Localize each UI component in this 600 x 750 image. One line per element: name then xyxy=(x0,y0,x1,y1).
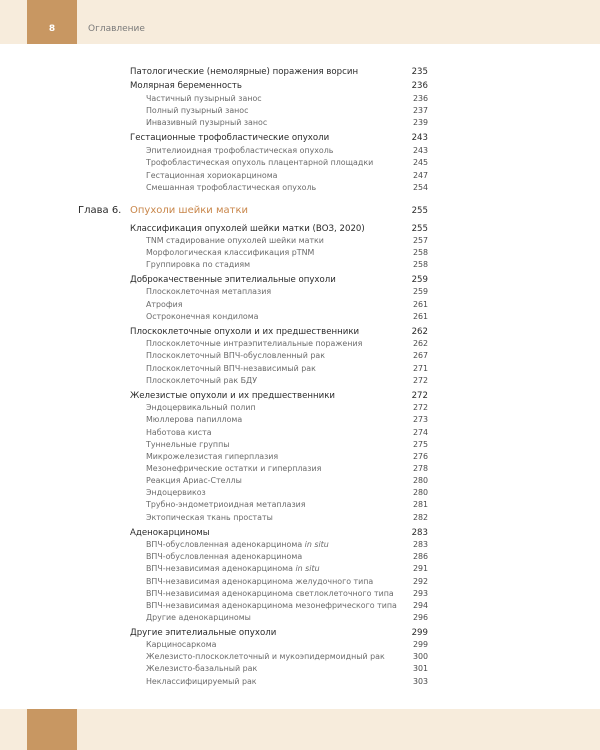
toc-entry-page: 280 xyxy=(412,488,428,497)
toc-entry-page: 245 xyxy=(412,158,428,167)
toc-entry-title xyxy=(146,106,248,115)
toc-entry-title-text: Морфологическая классификация pTNM xyxy=(146,248,315,257)
toc-entry-title-text: Частичный пузырный занос xyxy=(146,94,262,103)
toc-entry-page: 272 xyxy=(412,403,428,412)
toc-entry-title-text: Плоскоклеточный ВПЧ-обусловленный рак xyxy=(146,351,326,360)
toc-entry-page: 286 xyxy=(412,552,428,561)
toc-entry-page: 259 xyxy=(412,287,428,296)
toc-entry-title xyxy=(130,275,336,285)
toc-entry-title xyxy=(146,540,329,549)
toc-entry-title xyxy=(146,500,306,509)
toc-entry-title-text: Остроконечная кондилома xyxy=(146,312,259,321)
toc-entry-title xyxy=(146,589,394,598)
toc-entry-title xyxy=(130,628,276,638)
toc-entry-title xyxy=(146,440,229,449)
toc-entry-title-text: Трубно-эндометриоидная метаплазия xyxy=(146,500,306,509)
running-title: Оглавление xyxy=(88,24,145,34)
toc-entry-title xyxy=(130,67,358,77)
toc-entry-page: 236 xyxy=(412,94,428,103)
toc-entry-title-text: Атрофия xyxy=(146,300,183,309)
toc-entry-title-text: Плоскоклеточная метаплазия xyxy=(146,287,272,296)
toc-entry-page: 262 xyxy=(412,339,428,348)
toc-entry-title-text: Туннельные группы xyxy=(146,440,230,449)
toc-entry-title-text: Реакция Ариас-Стеллы xyxy=(146,476,242,485)
toc-entry-page: 292 xyxy=(412,577,428,586)
toc-entry-title xyxy=(130,224,365,234)
toc-entry-title xyxy=(146,476,242,485)
toc-entry-title xyxy=(146,601,397,610)
toc-entry-page: 258 xyxy=(412,260,428,269)
toc-entry-title xyxy=(146,351,325,360)
toc-entry-page: 255 xyxy=(411,224,428,234)
toc-entry-title xyxy=(130,133,329,143)
toc-entry-title-text: Гестационная хориокарцинома xyxy=(146,171,278,180)
toc-entry-title xyxy=(146,577,373,586)
toc-entry-title-text: Плоскоклеточный рак БДУ xyxy=(146,376,258,385)
toc-entry-title xyxy=(130,327,359,337)
toc-entry-title xyxy=(146,339,362,348)
toc-entry-title-text: ВПЧ-независимая аденокарцинома светлоклеточного типа xyxy=(146,589,394,598)
toc-entry-title-text: Аденокарциномы xyxy=(130,528,210,538)
toc-entry-page: 272 xyxy=(412,376,428,385)
toc-entry-title xyxy=(130,81,242,91)
toc-entry-title xyxy=(146,613,251,622)
toc-entry-title-text: Гестационные трофобластические опухоли xyxy=(130,133,330,143)
toc-entry-page: 300 xyxy=(412,652,428,661)
toc-entry-page: 293 xyxy=(412,589,428,598)
toc-entry-title xyxy=(146,464,321,473)
toc-entry-title xyxy=(146,677,257,686)
toc-entry-page: 262 xyxy=(411,327,428,337)
toc-entry-title-italic: in situ xyxy=(295,564,320,573)
page-footer xyxy=(0,709,600,750)
toc-entry-title xyxy=(146,652,385,661)
toc-entry-page: 267 xyxy=(412,351,428,360)
toc-entry-page: 258 xyxy=(412,248,428,257)
toc-entry-title xyxy=(146,488,206,497)
toc-entry-page: 299 xyxy=(411,628,428,638)
toc-entry-title-text: Инвазивный пузырный занос xyxy=(146,118,268,127)
toc-entry-page: 273 xyxy=(412,415,428,424)
toc-entry-title-text: ВПЧ-обусловленная аденокарцинома xyxy=(146,540,305,549)
toc-entry-page: 235 xyxy=(411,67,428,77)
toc-entry-title xyxy=(146,158,373,167)
toc-entry-page: 237 xyxy=(412,106,428,115)
toc-entry-title xyxy=(146,287,271,296)
toc-entry-title-italic: in situ xyxy=(304,540,329,549)
toc-entry-page: 275 xyxy=(412,440,428,449)
toc-entry-title xyxy=(146,183,316,192)
toc-entry-title-text: ВПЧ-обусловленная аденокарцинома xyxy=(146,552,303,561)
toc-entry-title-text: Наботова киста xyxy=(146,428,212,437)
toc-entry-title-text: Эктопическая ткань простаты xyxy=(146,513,273,522)
toc-entry-title xyxy=(130,528,209,538)
toc-entry-page: 296 xyxy=(412,613,428,622)
toc-entry-title-text: Железисто-плоскоклеточный и мукоэпидермоидный рак xyxy=(146,652,385,661)
toc-entry-title-text: Плоскоклеточный ВПЧ-независимый рак xyxy=(146,364,316,373)
toc-entry-title xyxy=(146,415,242,424)
toc-entry-title xyxy=(146,664,257,673)
chapter-page: 255 xyxy=(411,206,428,216)
chapter-label: Глава 6. xyxy=(78,205,122,216)
toc-entry-page: 259 xyxy=(411,275,428,285)
toc-entry-page: 254 xyxy=(412,183,428,192)
toc-entry-title xyxy=(146,171,278,180)
toc-entry-page: 239 xyxy=(412,118,428,127)
toc-entry-title xyxy=(146,564,320,573)
toc-entry-title xyxy=(146,513,273,522)
toc-entry-title-text: Эндоцервикоз xyxy=(146,488,206,497)
footer-accent-box xyxy=(27,709,77,750)
toc-entry-title-text: Мезонефрические остатки и гиперплазия xyxy=(146,464,322,473)
toc-entry-title-text: Неклассифицируемый рак xyxy=(146,677,257,686)
toc-entry-title-text: Полный пузырный занос xyxy=(146,106,249,115)
toc-entry-title xyxy=(146,118,267,127)
toc-entry-title-text: Микрожелезистая гиперплазия xyxy=(146,452,279,461)
toc-entry-title-text: Доброкачественные эпителиальные опухоли xyxy=(130,275,336,285)
toc-entry-page: 243 xyxy=(411,133,428,143)
toc-entry-title-text: Молярная беременность xyxy=(130,81,242,91)
toc-entry-page: 294 xyxy=(412,601,428,610)
toc-entry-title xyxy=(146,403,256,412)
toc-entry-title xyxy=(146,300,182,309)
toc-entry-page: 236 xyxy=(411,81,428,91)
page-number: 8 xyxy=(48,24,56,34)
toc-entry-title-text: Другие аденокарциномы xyxy=(146,613,251,622)
toc-entry-page: 303 xyxy=(412,677,428,686)
toc-entry-title xyxy=(146,428,212,437)
toc-entry-title-text: TNM стадирование опухолей шейки матки xyxy=(146,236,324,245)
toc-entry-title xyxy=(146,364,316,373)
toc-entry-title-text: ВПЧ-независимая аденокарцинома xyxy=(146,564,296,573)
toc-entry-title xyxy=(146,146,333,155)
toc-entry-title xyxy=(146,552,302,561)
toc-entry-page: 281 xyxy=(412,500,428,509)
toc-entry-title xyxy=(146,452,278,461)
toc-entry-title-text: Плоскоклеточные интраэпителиальные поражения xyxy=(146,339,363,348)
toc-entry-title-text: Патологические (немолярные) поражения ворсин xyxy=(130,67,359,77)
toc-entry-title-text: Смешанная трофобластическая опухоль xyxy=(146,183,317,192)
toc-entry-page: 272 xyxy=(411,391,428,401)
toc-entry-page: 243 xyxy=(412,146,428,155)
toc-entry-title xyxy=(146,312,259,321)
toc-entry-page: 257 xyxy=(412,236,428,245)
toc-entry-title xyxy=(146,248,314,257)
toc-entry-title-text: Другие эпителиальные опухоли xyxy=(130,628,277,638)
toc-entry-title-text: Трофобластическая опухоль плацентарной площадки xyxy=(146,158,374,167)
toc-entry-title-text: Эпителиоидная трофобластическая опухоль xyxy=(146,146,334,155)
toc-entry-title xyxy=(146,640,217,649)
toc-entry-page: 276 xyxy=(412,452,428,461)
toc-entry-title xyxy=(146,376,257,385)
toc-entry-title-text: Железисто-базальный рак xyxy=(146,664,258,673)
toc-entry-page: 299 xyxy=(412,640,428,649)
toc-entry-page: 247 xyxy=(412,171,428,180)
toc-entry-title xyxy=(146,94,262,103)
toc-entry-title xyxy=(146,236,324,245)
toc-entry-page: 291 xyxy=(412,564,428,573)
toc-entry-title-text: Железистые опухоли и их предшественники xyxy=(130,391,335,401)
toc-entry-page: 280 xyxy=(412,476,428,485)
toc-entry-page: 283 xyxy=(411,528,428,538)
toc-entry-title xyxy=(146,260,250,269)
toc-entry-page: 274 xyxy=(412,428,428,437)
toc-entry-page: 301 xyxy=(412,664,428,673)
toc-entry-title-text: ВПЧ-независимая аденокарцинома мезонефрического типа xyxy=(146,601,397,610)
toc-entry-title-text: Классификация опухолей шейки матки (ВОЗ, 2020) xyxy=(130,224,365,234)
toc-entry-title-text: Плоскоклеточные опухоли и их предшественники xyxy=(130,327,360,337)
toc-entry-title-text: Группировка по стадиям xyxy=(146,260,251,269)
toc-entry-page: 282 xyxy=(412,513,428,522)
chapter-title: Опухоли шейки матки xyxy=(130,205,248,216)
toc-entry-title-text: Мюллерова папиллома xyxy=(146,415,243,424)
toc-entry-title-text: Эндоцервикальный полип xyxy=(146,403,256,412)
toc-entry-page: 283 xyxy=(412,540,428,549)
toc-entry-page: 278 xyxy=(412,464,428,473)
toc-entry-title-text: Карциносаркома xyxy=(146,640,217,649)
toc-entry-title xyxy=(130,391,335,401)
toc-entry-title-text: ВПЧ-независимая аденокарцинома желудочного типа xyxy=(146,577,374,586)
toc-entry-page: 261 xyxy=(412,312,428,321)
toc-entry-page: 261 xyxy=(412,300,428,309)
toc-entry-page: 271 xyxy=(412,364,428,373)
